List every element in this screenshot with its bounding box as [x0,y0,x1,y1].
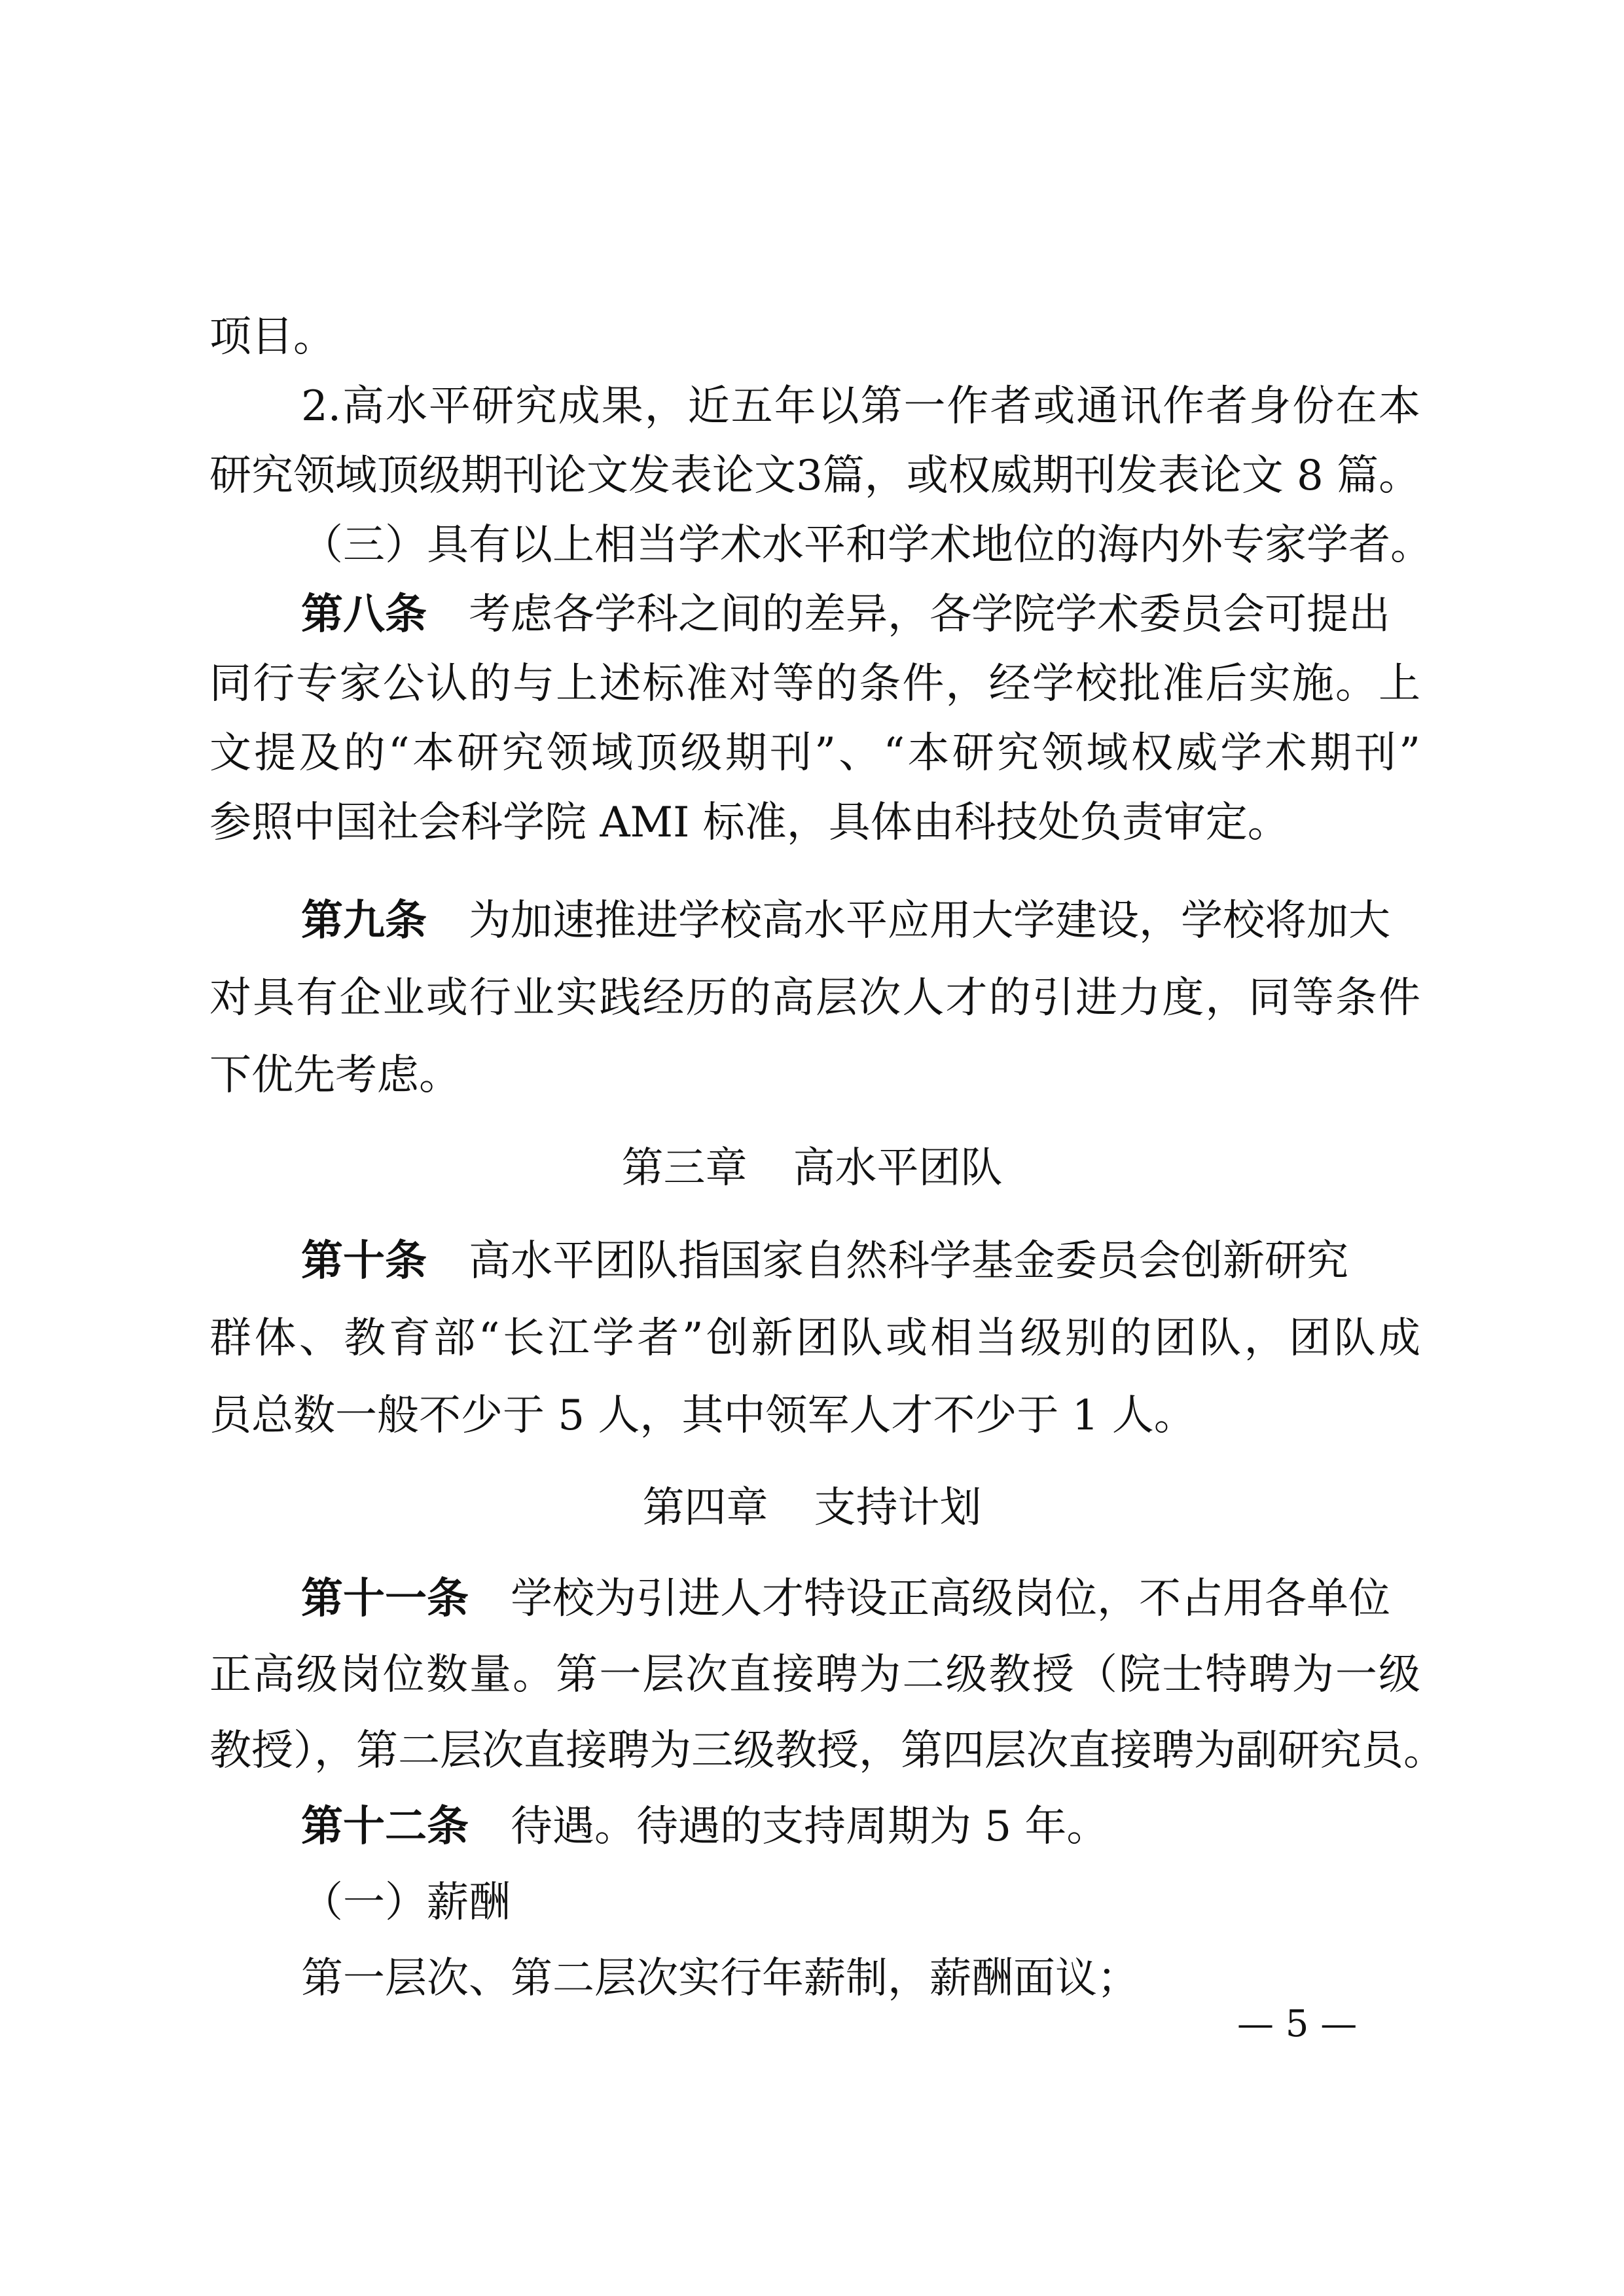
chapter-number: 第四章 [642,1484,768,1532]
article-11-first-line [301,1573,1420,1625]
article-12-first-line [301,1801,1420,1853]
chapter-title: 高水平团队 [793,1144,1003,1193]
text-line: 群体、教育部“长江学者”创新团队或相当级别的团队，团队成 [209,1314,1420,1363]
text-line: （一）薪酬 [301,1878,511,1927]
text-line: 对具有企业或行业实践经历的高层次人才的引进力度，同等条件 [209,974,1420,1022]
article-text: 高水平团队指国家自然科学基金委员会创新研究 [469,1237,1348,1285]
page-number: — 5 — [1237,2003,1358,2045]
article-text: 待遇。待遇的支持周期为 5 年。 [511,1803,1109,1851]
text-line: 下优先考虑。 [209,1051,461,1100]
article-text: 考虑各学科之间的差异，各学院学术委员会可提出 [469,590,1390,639]
article-label: 第十条 [301,1237,427,1285]
article-text: 为加速推进学校高水平应用大学建设，学校将加大 [469,897,1390,945]
article-9-first-line [301,895,1420,947]
text-line: 参照中国社会科学院 AMI 标准，具体由科技处负责审定。 [209,798,1290,847]
text-line: 同行专家公认的与上述标准对等的条件，经学校批准后实施。上 [209,660,1420,708]
chapter-number: 第三章 [621,1144,748,1193]
text-line: 项目。 [209,313,335,361]
chapter-title: 支持计划 [814,1484,982,1532]
text-line: 2.高水平研究成果，近五年以第一作者或通讯作者身份在本 [301,382,1420,431]
text-line: （三）具有以上相当学术水平和学术地位的海内外专家学者。 [301,521,1432,569]
article-label: 第十二条 [301,1803,469,1851]
text-line: 正高级岗位数量。第一层次直接聘为二级教授（院士特聘为一级 [209,1651,1420,1699]
chapter-4-heading [0,1482,1624,1534]
text-line: 员总数一般不少于 5 人，其中领军人才不少于 1 人。 [209,1391,1196,1440]
article-10-first-line [301,1235,1420,1287]
text-line: 研究领域顶级期刊论文发表论文3篇，或权威期刊发表论文 8 篇。 [209,452,1421,500]
article-8-first-line [301,588,1420,641]
article-text: 学校为引进人才特设正高级岗位，不占用各单位 [511,1575,1390,1623]
text-line: 文提及的“本研究领域顶级期刊”、“本研究领域权威学术期刊” [209,729,1420,778]
article-label: 第十一条 [301,1575,469,1623]
text-line: 教授），第二层次直接聘为三级教授，第四层次直接聘为副研究员。 [209,1727,1445,1775]
article-label: 第八条 [301,590,427,639]
chapter-3-heading [0,1142,1624,1194]
article-label: 第九条 [301,897,427,945]
text-line: 第一层次、第二层次实行年薪制，薪酬面议； [301,1954,1139,2003]
